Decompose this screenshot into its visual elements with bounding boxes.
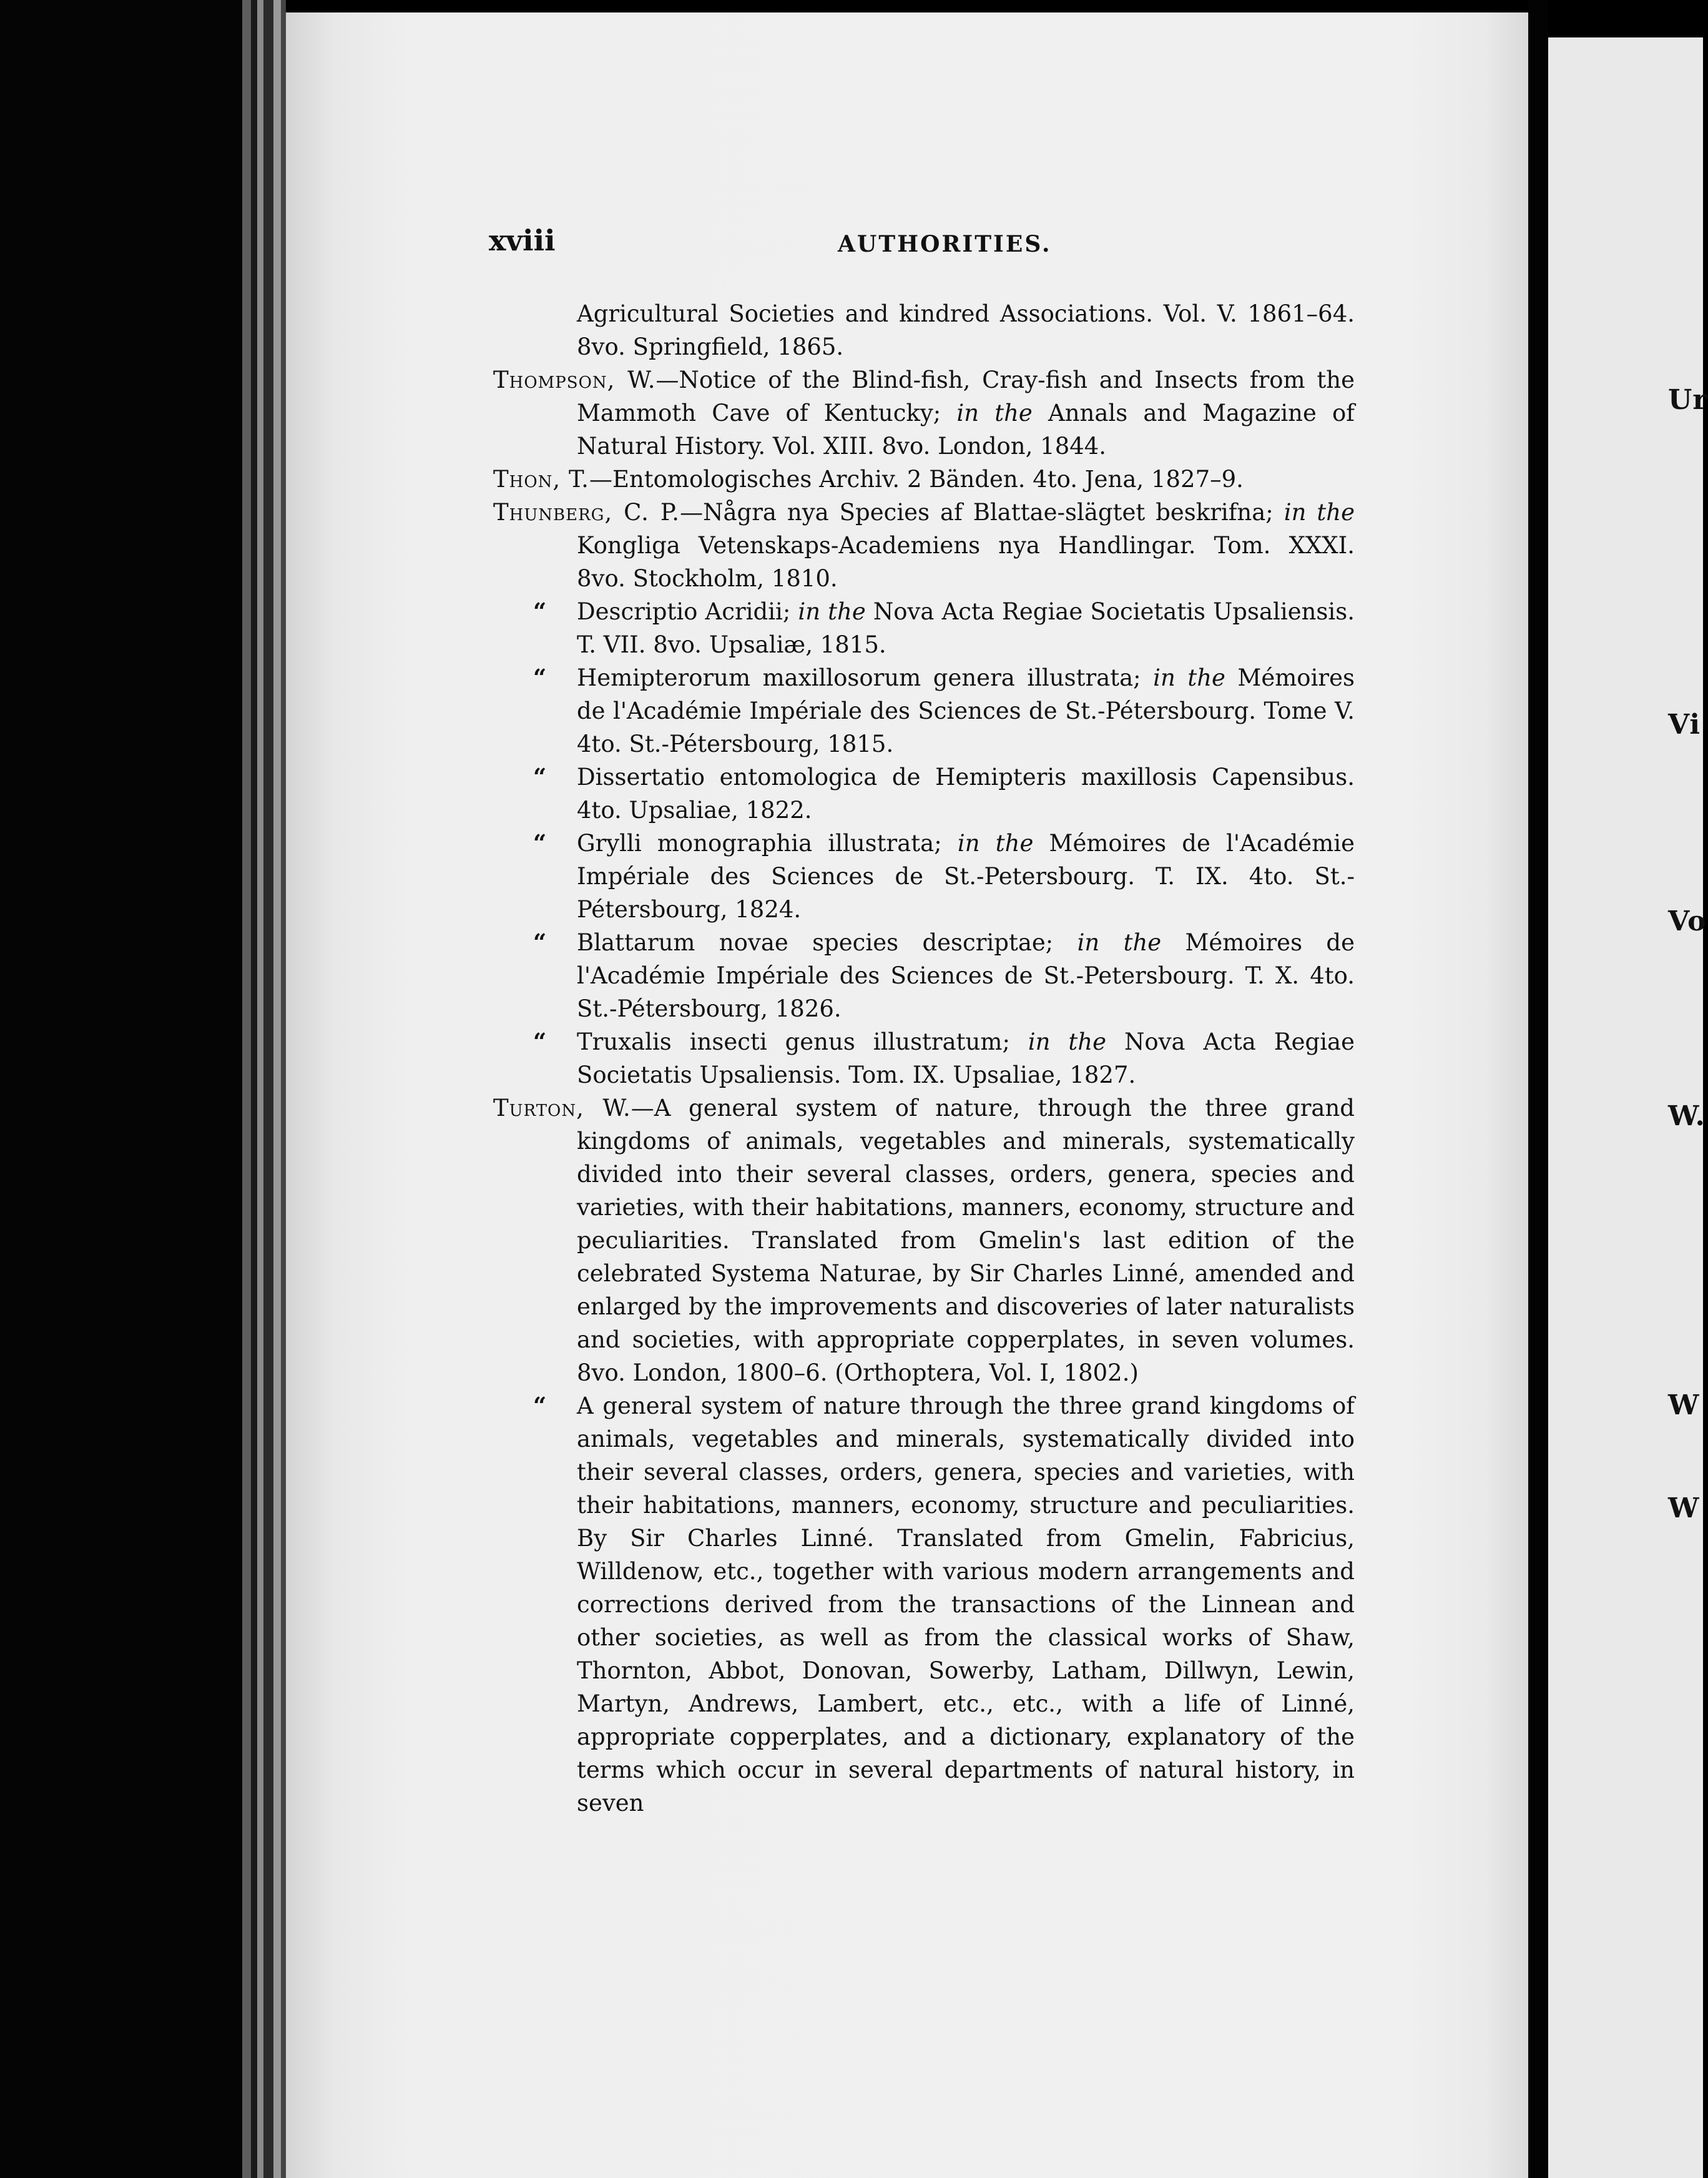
ditto-mark: “ xyxy=(533,598,547,625)
ditto-mark: “ xyxy=(533,763,547,791)
bibliography-entry xyxy=(493,363,1355,463)
bibliography-entry xyxy=(493,496,1355,595)
spine-edge xyxy=(273,0,281,2178)
entry-text: —Entomologisches Archiv. 2 Bänden. 4to. Jena, 1827–9. xyxy=(589,466,1244,493)
next-page-word: Vo xyxy=(1668,905,1707,937)
author-name: Thunberg, C. P. xyxy=(493,499,680,526)
entry-continuation: Agricultural Societies and kindred Associations. Vol. V. 1861–64. 8vo. Springfield, 1865. xyxy=(577,300,1355,360)
entry-text: Dissertatio entomologica de Hemipteris maxillosis Capensibus. 4to. Upsaliae, 1822. xyxy=(577,764,1355,824)
entry-text: Hemipterorum maxillosorum genera illustrata; xyxy=(577,664,1154,691)
entry-text: Descriptio Acridii; xyxy=(577,598,798,625)
spine-edge xyxy=(257,0,263,2178)
spine-edge xyxy=(251,0,257,2178)
ditto-mark: “ xyxy=(533,1392,547,1419)
italic-text: in the xyxy=(1283,499,1355,526)
italic-text: in the xyxy=(1153,664,1225,691)
ditto-entry xyxy=(493,926,1355,1025)
spine-edge xyxy=(242,0,251,2178)
italic-text: in the xyxy=(1028,1028,1107,1055)
book-spine xyxy=(0,0,242,2178)
spine-edge xyxy=(263,0,273,2178)
ditto-entry xyxy=(493,1389,1355,1820)
author-name: Turton, W. xyxy=(493,1095,631,1121)
entry-text: Annals and Magazine of Natural History. Vol. XIII. 8vo. London, 1844. xyxy=(577,400,1355,460)
entry-text: Blattarum novae species descriptae; xyxy=(577,929,1077,956)
ditto-mark: “ xyxy=(533,929,547,956)
entry-text: —A general system of nature, through the three grand kingdoms of animals, vegetables and minerals, systematically divided into their several classes, orders, genera, species and varieties, with their habitations, manners, economy, structure and peculiarities. Translated from Gmelin's last edition of the celebrated Systema Naturae, by Sir Charles Linné, amended and enlarged by the improvements and discoveries of later naturalists and societies, with appropriate copperplates, in seven volumes. 8vo. London, 1800–6. (Orthoptera, Vol. I, 1802.) xyxy=(577,1095,1355,1386)
ditto-entry xyxy=(493,1025,1355,1091)
page-shading xyxy=(1486,12,1528,2178)
italic-text: in the xyxy=(956,400,1033,426)
entry-text: Nova Acta Regiae Societatis Upsaliensis. T. VII. 8vo. Upsaliæ, 1815. xyxy=(577,598,1355,658)
entry-text: Kongliga Vetenskaps-Academiens nya Handlingar. Tom. XXXI. 8vo. Stockholm, 1810. xyxy=(577,532,1355,592)
spine-edge xyxy=(281,0,286,2178)
next-page-word: Vi xyxy=(1668,709,1701,741)
entry-text: A general system of nature through the three grand kingdoms of animals, vegetables and minerals, systematically divided into their several classes, orders, genera, species and varieties, with their habitations, manners, economy, structure and peculiarities. By Sir Charles Linné. Translated from Gmelin, Fabricius, Willdenow, etc., together with various modern arrangements and corrections derived from the transactions of the Linnean and other societies, as well as from the classical works of Shaw, Thornton, Abbot, Donovan, Sowerby, Latham, Dillwyn, Lewin, Martyn, Andrews, Lambert, etc., etc., with a life of Linné, appropriate copperplates, and a dictionary, explanatory of the terms which occur in several departments of natural history, in seven xyxy=(577,1392,1355,1816)
entry-text: Grylli monographia illustrata; xyxy=(577,830,958,857)
ditto-mark: “ xyxy=(533,1028,547,1055)
entry-text: Truxalis insecti genus illustratum; xyxy=(577,1028,1028,1055)
running-title: AUTHORITIES. xyxy=(838,231,1052,257)
bibliography-list xyxy=(493,297,1355,1820)
next-page-word: W xyxy=(1668,1492,1700,1524)
next-page-word: W. xyxy=(1668,1100,1706,1132)
ditto-entry xyxy=(493,661,1355,761)
entry-text: —Några nya Species af Blattae-slägtet beskrifna; xyxy=(680,499,1284,526)
entry-text: Mémoires de l'Académie Impériale des Sciences de St.-Petersbourg. T. X. 4to. St.-Pétersbourg, 1826. xyxy=(577,929,1355,1022)
author-name: Thon, T. xyxy=(493,466,589,493)
italic-text: in the xyxy=(798,598,866,625)
ditto-mark: “ xyxy=(533,664,547,691)
ditto-mark: “ xyxy=(533,829,547,857)
next-page-word: Ur xyxy=(1668,384,1708,416)
entry-text: Mémoires de l'Académie Impériale des Sciences de St.-Petersbourg. T. IX. 4to. St.-Pétersbourg, 1824. xyxy=(577,830,1355,923)
next-page-word: W xyxy=(1668,1389,1700,1421)
entry-text: Mémoires de l'Académie Impériale des Sciences de St.-Pétersbourg. Tome V. 4to. St.-Pétersbourg, 1815. xyxy=(577,664,1355,757)
author-name: Thompson, W. xyxy=(493,367,656,393)
bibliography-entry xyxy=(493,1091,1355,1389)
italic-text: in the xyxy=(957,830,1034,857)
entry-text: Nova Acta Regiae Societatis Upsaliensis. Tom. IX. Upsaliae, 1827. xyxy=(577,1028,1355,1088)
ditto-entry xyxy=(493,595,1355,661)
entry-text: —Notice of the Blind-fish, Cray-fish and Insects from the Mammoth Cave of Kentucky; xyxy=(577,367,1355,426)
ditto-entry xyxy=(493,827,1355,926)
italic-text: in the xyxy=(1077,929,1162,956)
page-number: xviii xyxy=(489,224,556,257)
bibliography-entry xyxy=(493,463,1355,496)
ditto-entry xyxy=(493,761,1355,827)
page-gap xyxy=(1528,0,1548,2178)
